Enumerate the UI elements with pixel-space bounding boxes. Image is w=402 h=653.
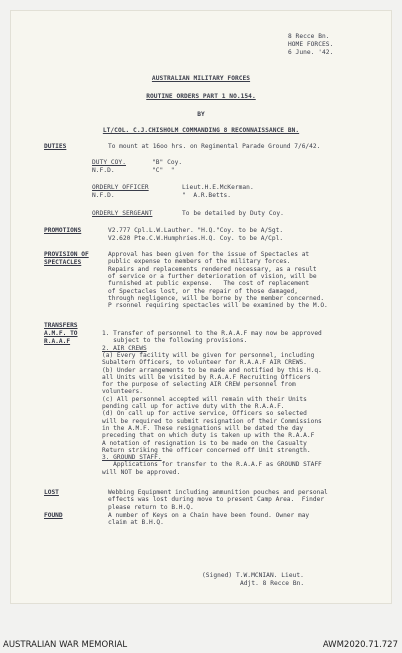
duty-coy-label: DUTY COY. [92,159,126,166]
title-orders: ROUTINE ORDERS PART 1 NO.154. [146,93,256,100]
heading-promotions: PROMOTIONS [44,227,82,234]
found-line: A number of Keys on a Chain have been found. Owner may [108,512,310,519]
transfers-line: (b) Under arrangements to be made and notified by this H.q. [102,366,322,374]
title-force: AUSTRALIAN MILITARY FORCES [151,75,251,82]
transfers-line: preceding that on which duty is taken up with the R.A.A.F [102,432,315,440]
heading-lost: LOST [44,489,59,496]
nfd-officer-label: N.F.D. [92,192,115,199]
transfers-line: 1. Transfer of personnel to the R.A.A.F may now be approved [102,330,322,337]
spectacles-line: furnished at public expense. The cost of replacement [108,280,310,288]
spectacles-line: of Spectacles lost, or the repair of those damaged, [108,287,298,295]
promotion-line-2: V2.620 Pte.C.W.Humphries.H.Q. Coy. to be A/Cpl. [108,235,284,242]
heading-transfers-2: A.M.F. TO [44,330,78,337]
orderly-officer-value: Lieut.H.E.McKerman. [182,184,254,191]
transfers-line: 2. AIR CREWS [102,344,147,352]
found-line: claim at B.H.Q. [108,519,164,527]
transfers-line: (a) Every facility will be given for personnel, including [102,351,315,359]
archive-footer [0,638,402,653]
heading-found: FOUND [44,512,63,519]
transfers-line: Applications for transfer to the R.A.A.F as GROUND STAFF [102,461,322,469]
lost-line: please return to B.H.Q. [108,503,194,511]
transfers-line: (d) On call up for active service, Officers so selected [102,410,307,418]
nfd-coy-value: "C" " [152,167,175,174]
transfers-line: 3. GROUND STAFF. [102,454,162,462]
letterhead-unit: 8 Recce Bn. [288,33,330,40]
orderly-sergeant-value: To be detailed by Duty Coy. [182,210,284,217]
transfers-line: will NOT be approved. [102,468,181,476]
heading-duties: DUTIES [44,143,67,150]
spectacles-line: Approval has been given for the issue of Spectacles at [108,251,310,258]
transfers-line: pending call up for active duty with the R.A.A.F. [102,403,285,410]
title-by: BY [197,111,205,118]
orderly-sergeant-label: ORDERLY SERGEANT [92,210,153,217]
heading-transfers-3: R.A.A.F [44,338,71,345]
footer-institution: AUSTRALIAN WAR MEMORIAL [3,640,128,650]
signature-line-2: Adjt. 8 Recce Bn. [240,580,305,587]
transfers-line: in the A.M.F. These resignations will be dated the day [102,424,304,432]
orderly-officer-label: ORDERLY OFFICER [92,184,149,191]
footer-accession-number: AWM2020.71.727 [322,640,398,650]
transfers-line: all Units will be visited by R.A.A.F Recruiting Officers [102,373,311,381]
spectacles-line: P rsonnel requiring spectacles will be examined by the M.O. [108,302,328,310]
lost-line: Webbing Equipment including ammunition pouches and personal [108,489,328,496]
letterhead-date: 6 June. '42. [288,49,334,56]
spectacles-line: Repairs and replacements rendered necessary, as a result [108,265,317,273]
promotion-line-1: V2.777 Cpl.L.W.Lauther. "H.Q."Coy. to be A/Sgt. [108,227,284,234]
transfers-line: (c) All personnel accepted will remain with their Units [102,395,307,403]
spectacles-line: of service or a further deterioration of vision, will be [108,272,317,280]
heading-spectacles-2: SPECTACLES [44,259,82,266]
lost-line: effects was lost during move to present Camp Area. Finder [108,496,325,504]
nfd-officer-value: " A.R.Betts. [182,192,232,199]
letterhead-location: HOME FORCES. [288,41,334,48]
spectacles-line: through negligence, will be borne by the member concerned. [108,294,325,302]
transfers-line: subject to the following provisions. [102,337,248,345]
document-page [10,10,392,604]
transfers-line: A notation of resignation is to be made on the Casualty [102,439,307,447]
duty-coy-value: "B" Coy. [152,159,183,166]
title-commander: LT/COL. C.J.CHISHOLM COMMANDING 8 RECONNAISSANCE BN. [102,127,300,134]
signature-line-1: (Signed) T.W.MCNIAN. Lieut. [202,572,304,579]
spectacles-line: public expense to members of the military forces. [108,258,291,266]
nfd-coy-label: N.F.D. [92,167,115,174]
heading-transfers-1: TRANSFERS [44,322,78,329]
duties-intro: To mount at 16oo hrs. on Regimental Parade Ground 7/6/42. [108,143,321,150]
transfers-line: Subaltern Officers, to volunteer for R.A.A.F AIR CREWS. [102,359,307,367]
transfers-line: Return striking the officer concerned off Unit strength. [102,446,311,454]
transfers-line: will be required to submit resignation of their Commissions [102,417,322,425]
transfers-line: for the purpose of selecting AIR CREW personnel from [102,381,296,389]
transfers-line: volunteers. [102,388,143,396]
heading-spectacles-1: PROVISION OF [44,251,89,258]
